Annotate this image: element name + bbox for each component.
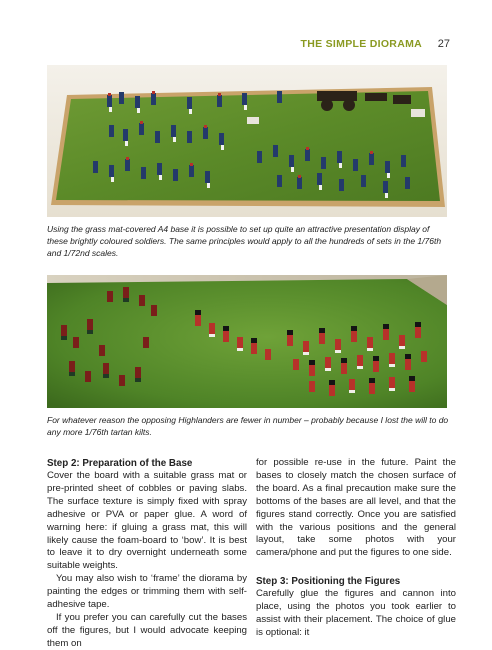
- step-2-paragraph-3-continued: [256, 457, 456, 573]
- step-3-heading: Step 3: Positioning the Figures: [256, 576, 401, 587]
- step-2-paragraph-1: Cover the board with a suitable grass mat or pre-printed sheet of cobbles or paving slabs. The surface texture is simply fixed with spray adhesive or PVA or paper glue. A word of warning here: if gluing a grass mat, this will likely cause the foam-board to ‘bow’. It is best to leave it to dry overnight underneath some suitable weights.: [47, 470, 247, 572]
- body-column-right: [256, 457, 456, 640]
- figure-2-caption: For whatever reason the opposing Highlanders are fewer in number – probably because I lost the will to do any more 1/76th tartan kilts.: [47, 415, 449, 437]
- running-head: [0, 38, 492, 54]
- page-number: 27: [437, 38, 450, 50]
- diorama-photo-1: [47, 65, 447, 217]
- body-column-left: [47, 457, 247, 650]
- step-2-paragraph-3: If you prefer you can carefully cut the bases off the figures, but I would advocate keeping them on: [47, 611, 247, 649]
- diorama-photo-2: [47, 275, 447, 408]
- step-2-heading: Step 2: Preparation of the Base: [47, 458, 193, 469]
- step-2-paragraph-2: You may also wish to ‘frame’ the diorama by painting the edges or trimming them with self-adhesive tape.: [47, 573, 247, 611]
- continued-text: for possible re-use in the future. Paint the bases to closely match the chosen surface of the board. As a final precaution make sure the bottoms of the bases are all level, and that the figures stand correctly. Once you are satisfied with the various positions and the general layout, take some photos with your camera/phone and put the figures to one side.: [256, 457, 456, 559]
- section-title: THE SIMPLE DIORAMA: [300, 38, 422, 50]
- diorama-photo-1-image: [47, 65, 447, 217]
- step-3-paragraph-1: Carefully glue the figures and cannon into place, using the photos you took earlier to assist with their placement. The choice of glue is optional: it: [256, 588, 456, 638]
- figure-1-caption: Using the grass mat-covered A4 base it is possible to set up quite an attractive presentation display of these brightly coloured soldiers. The same principles would apply to all the hundreds of sets in the 1/76th and 1/72nd scales.: [47, 224, 442, 258]
- diorama-photo-2-image: [47, 275, 447, 408]
